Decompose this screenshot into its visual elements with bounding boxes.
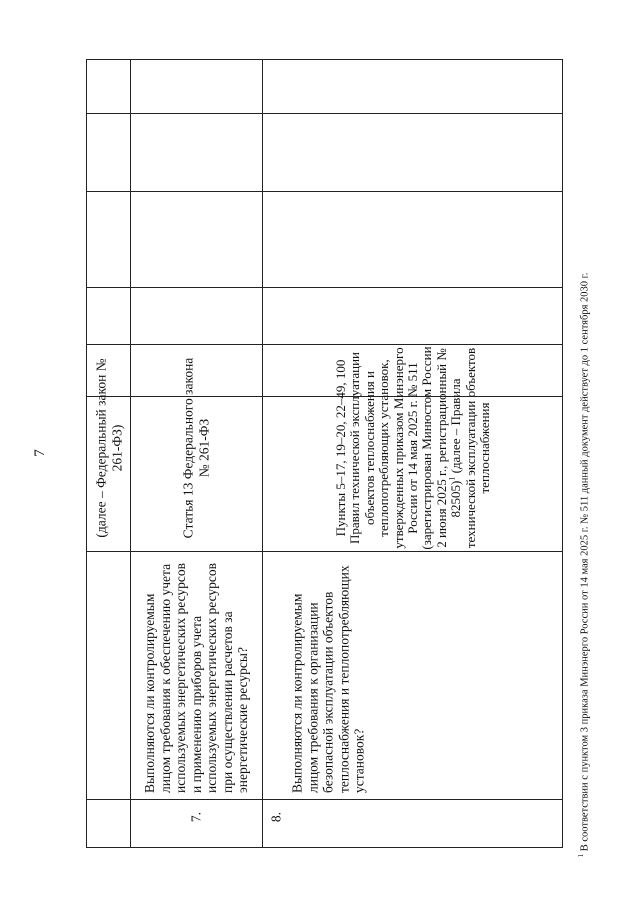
footnote-area	[570, 240, 592, 890]
row-7-requirement-cell	[130, 344, 262, 551]
row-7-question: Выполняются ли контролируемым лицом требования к обеспечению учета используемых энергетических ресурсов и применению приборов учета используемых энергетических ресурсов при осуществлении расчетов за энергетические ресурсы?	[141, 562, 250, 793]
row-8-question-cell	[262, 551, 394, 799]
row-divider	[87, 191, 562, 192]
row-divider	[87, 113, 562, 114]
row-7-question-cell	[130, 551, 262, 799]
row-7-number: 7.	[188, 811, 204, 823]
row-7-requirement: Статья 13 Федерального закона № 261-ФЗ	[180, 357, 211, 538]
law-note-cell	[87, 344, 130, 551]
footnote-marker: 1	[577, 853, 585, 858]
row-8-requirement: Пункты 5–17, 19–20, 22–49, 100 Правил технической эксплуатации объектов теплоснабжения и теплопотребляющих установок, утвержденных приказом Минэнерго России от 14 мая 2025 г. № 511 (зарегистрирован Минюстом России 2 июня 2025 г., регистрационный № 82505)$^1$ (далее – Правила технической эксплуатации объектов теплоснабжения	[332, 345, 492, 550]
footnote-reference: 1	[447, 476, 457, 481]
footnote-text: В соответствии с пунктом 3 приказа Минэнерго России от 14 мая 2025 г. № 511 данный документ действует до 1 сентября 2030 г.	[579, 272, 591, 854]
row-8-number-cell	[262, 799, 564, 849]
checklist-table	[86, 59, 563, 848]
law-note-text: (далее – Федеральный закон № 261-ФЗ)	[93, 357, 124, 538]
row-8-requirement-cell	[262, 344, 564, 551]
row-divider	[87, 287, 562, 288]
row-8-question: Выполняются ли контролируемым лицом требования к организации безопасной эксплуатации объектов теплоснабжения и теплопотребляющих установок?	[289, 565, 367, 793]
footnote	[570, 240, 592, 890]
page-number: 7	[32, 449, 48, 457]
row-7-number-cell	[130, 799, 262, 849]
row-8-number: 8.	[268, 811, 284, 823]
